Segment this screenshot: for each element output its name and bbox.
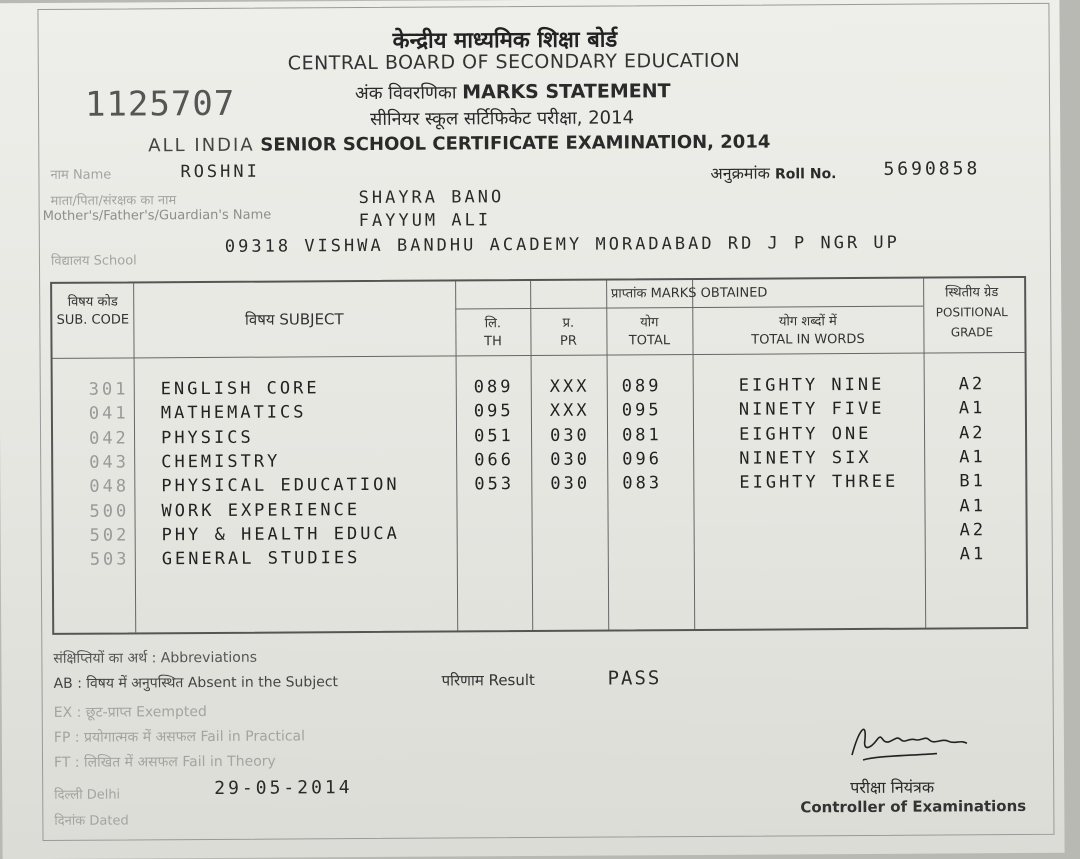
row-7-grade: A2 [959,520,987,541]
statement-title [355,79,671,105]
exam-title-english: SENIOR SCHOOL CERTIFICATE EXAMINATION, 2014 [260,131,771,156]
row-3-total: 081 [621,424,662,446]
pr-header: प्र. PR [559,315,577,349]
row-4-total: 096 [622,449,662,470]
row-5-pr: 030 [550,473,591,495]
student-name: ROSHNI [180,161,260,183]
row-5-code: 048 [89,476,130,497]
row-5-total: 083 [622,473,663,494]
row-3-words: EIGHTY ONE [738,423,872,445]
row-5-grade: B1 [959,471,986,492]
row-5-name: PHYSICAL EDUCATION [161,474,400,497]
marks-table [50,276,1028,635]
exam-title-hindi: सीनियर स्कूल सर्टिफिकेट परीक्षा, 2014 [370,107,635,130]
row-3-name: PHYSICS [160,427,254,448]
row-7-code: 502 [89,525,130,546]
row-1-grade: A2 [958,374,986,395]
mother-name: SHAYRA BANO [358,187,505,209]
row-1-th: 089 [473,377,514,398]
row-8-name: GENERAL STUDIES [161,548,361,570]
row-8-grade: A1 [959,544,987,565]
exam-prefix: ALL INDIA [148,134,255,157]
row-1-pr: XXX [549,376,590,397]
abbr-absent: AB : विषय में अनुपस्थित Absent in the Subject [53,674,339,692]
roll-label-english: Roll No. [774,166,837,183]
row-4-name: CHEMISTRY [161,451,281,473]
row-2-code: 041 [88,403,129,424]
name-label: नाम Name [50,167,112,183]
subject-header: विषय SUBJECT [244,310,344,329]
board-name-hindi: केन्द्रीय माध्यमिक शिक्षा बोर्ड [392,27,618,54]
row-3-code: 042 [88,428,129,449]
statement-title-english: MARKS STATEMENT [462,80,671,104]
row-3-th: 051 [473,425,514,446]
row-1-total: 089 [621,376,662,397]
row-2-grade: A1 [958,398,986,419]
father-name: FAYYUM ALI [358,210,492,232]
date-label: दिनांक Dated [54,813,129,829]
controller-title-english: Controller of Examinations [800,796,1027,817]
result-label: परिणाम Result [441,670,535,690]
school-name: 09318 VISHWA BANDHU ACADEMY MORADABAD RD J P NGR UP [224,232,900,257]
abbr-fail-practical: FP : प्रयोगात्मक में असफल Fail in Practical [53,728,306,746]
total-header: योग TOTAL [628,315,671,349]
marks-obtained-header: प्राप्तांक MARKS OBTAINED [610,285,768,302]
row-5-th: 053 [474,474,515,495]
row-4-code: 043 [89,452,129,473]
row-5-words: EIGHTY THREE [739,471,899,493]
row-4-grade: A1 [959,447,986,468]
row-2-th: 095 [473,401,514,422]
row-2-name: MATHEMATICS [160,402,307,424]
parent-label-english: Mother's/Father's/Guardian's Name [42,207,272,224]
row-7-name: PHY & HEALTH EDUCA [161,523,400,546]
abbreviations-title: संक्षिप्तियों का अर्थ : Abbreviations [53,649,258,667]
row-6-code: 500 [89,500,130,522]
row-4-words: NINETY SIX [739,447,872,469]
place-label: दिल्ली Delhi [54,787,121,803]
result-value: PASS [607,667,662,690]
row-6-name: WORK EXPERIENCE [161,499,361,521]
th-header: लि. TH [484,316,502,350]
exam-title [148,132,770,157]
row-8-code: 503 [89,549,130,570]
row-1-name: ENGLISH CORE [160,378,320,400]
grade-header: स्थितीय ग्रेड POSITIONAL GRADE [935,285,1008,340]
row-4-pr: 030 [550,449,590,470]
roll-number: 5690858 [883,158,981,180]
parent-label-hindi: माता/पिता/संरक्षक का नाम [50,193,177,209]
signature-icon [837,709,987,770]
school-label: विद्यालय School [50,253,137,269]
controller-title-hindi: परीक्षा नियंत्रक [850,777,935,798]
row-4-th: 066 [474,449,514,471]
row-2-words: NINETY FIVE [738,399,885,421]
row-3-pr: 030 [549,425,590,446]
issue-date: 29-05-2014 [214,777,353,799]
roll-label-hindi: अनुक्रमांक [710,163,770,183]
row-6-grade: A1 [959,495,987,516]
total-in-words-header: योग शब्दों में TOTAL IN WORDS [751,314,865,348]
abbr-exempted: EX : छूट-प्राप्त Exempted [53,703,207,721]
serial-number: 1125707 [84,83,236,125]
row-1-words: EIGHTY NINE [738,374,885,396]
row-1-code: 301 [88,379,129,400]
statement-title-hindi: अंक विवरणिका [354,82,457,105]
sub-code-header: विषय कोड SUB. CODE [56,294,130,328]
abbr-fail-theory: FT : लिखित में असफल Fail in Theory [53,753,276,771]
row-3-grade: A2 [958,422,986,443]
row-2-pr: XXX [549,400,590,422]
board-name-english: CENTRAL BOARD OF SECONDARY EDUCATION [287,49,741,75]
row-2-total: 095 [621,400,662,421]
roll-label [710,161,836,184]
